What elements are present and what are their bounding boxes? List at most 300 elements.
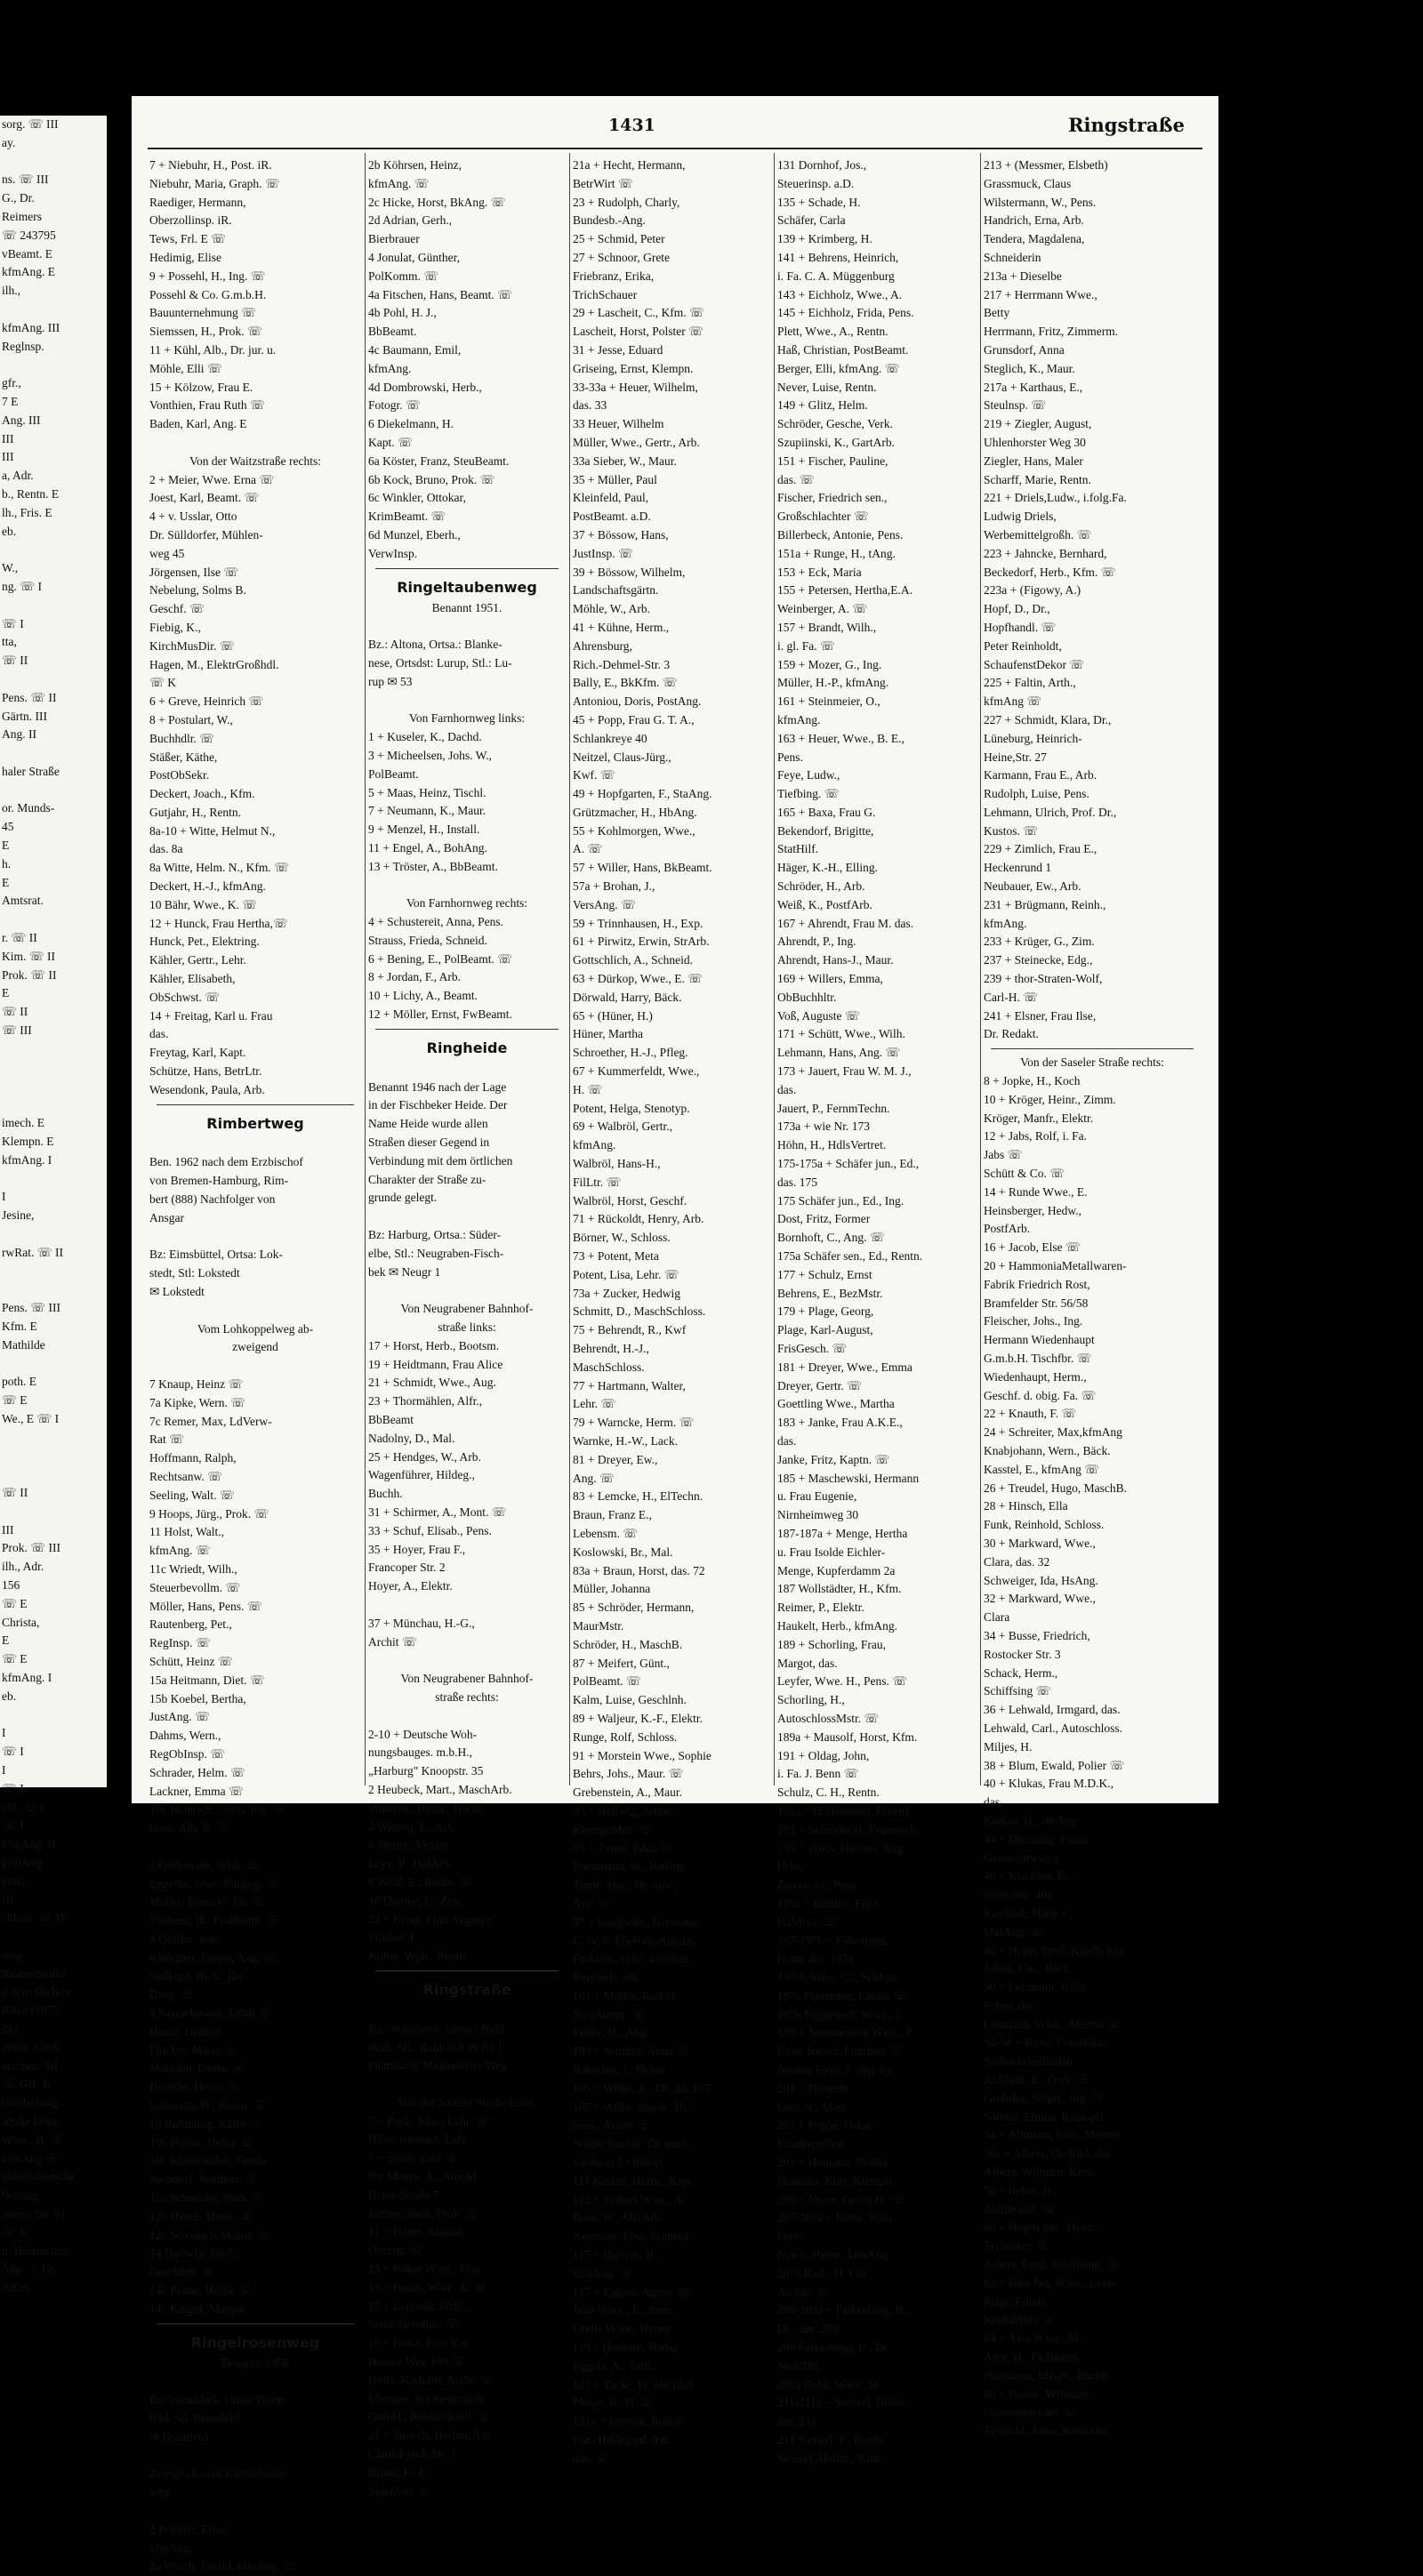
directory-entry: 169 + Willers, Emma, [777,972,883,986]
directory-entry: 183 + Janke, Frau A.K.E., [777,1416,903,1430]
directory-entry: elbe, Stl.: Neugraben-Fisch- [368,1246,504,1260]
column-3 [573,156,770,2465]
directory-entry [149,1302,361,1320]
directory-entry: 7 + Niebuhr, H., Post. iR. [149,158,272,172]
left-page-line: chloss. ☏ IV [2,1911,69,1925]
left-page-line: kfmAng. III [2,320,60,334]
directory-entry: 2-10 + Deutsche Woh- [368,1727,478,1741]
left-page-line [0,153,107,172]
left-page-line: kfmAng ☏ [2,2151,60,2165]
directory-entry: 2 + Meier, Wwe. Erna ☏ [149,472,275,486]
directory-entry: Großschlachter ☏ [777,510,869,524]
directory-entry: Schmitt, D., MaschSchloss. [573,1304,706,1319]
directory-entry: Leye, P., HafArb. [368,1857,453,1871]
directory-entry: Zweigt ab vom Kletterrosen- [149,2467,289,2481]
left-page-line: Raabe-Straße [2,1966,67,1980]
directory-entry: Fotogr. ☏ [368,398,421,413]
directory-entry: Francoper Str. 2 [368,1561,446,1575]
directory-entry: 52-54 + Biebl, Franziska, [984,2035,1106,2050]
directory-entry: Kasstel, E., kfmAng ☏ [984,1462,1100,1476]
directory-entry: Bruns, K.-E., [368,2465,432,2479]
directory-entry: 175a Schäfer sen., Ed., Rentn. [777,1249,923,1264]
directory-entry: Dr., das. 209 [777,2322,839,2336]
street-heading: Ringheide [426,1039,508,1056]
directory-entry: 161 + Steinmeier, O., [777,694,880,709]
directory-entry: SteuAmtm. ☏ [573,2007,647,2021]
page-title: Ringstraße [1068,114,1185,136]
directory-entry: 25 + Hendges, W., Arb. [368,1449,481,1464]
directory-entry: Ahrensburg, [573,638,632,653]
directory-entry: Heise-Straße 7 [368,2187,439,2202]
directory-entry: BetrWirt ☏ [573,176,633,190]
directory-entry: Benannt 1958 [221,2355,289,2370]
directory-entry: Deckert, H.-J., kfmAng. [149,879,266,894]
directory-entry: 209 Falkenberg, B., Dr., [777,2340,894,2355]
directory-entry: 63 + Dürkop, Wwe., E. ☏ [573,972,703,986]
directory-entry: 2 Petereit, Ernst, [149,2522,229,2536]
directory-entry: 56 + Reher, H., [984,2183,1057,2197]
directory-entry: 10 Rühmling, Käthe ☏ [149,2116,266,2131]
directory-entry [368,876,566,895]
directory-entry: Wiedenhaupt, Herm., [984,1369,1087,1384]
directory-entry: Herrmann, Fritz, Zimmerm. [984,325,1119,339]
directory-entry: 41 + Kühne, Herm., [573,620,670,634]
directory-entry: 115 + Drewes, R., [573,2248,660,2262]
directory-entry: Schiffsing ☏ [984,1684,1051,1698]
directory-entry: 4 Wittern, E., Arb. [368,1819,457,1834]
directory-entry: Schröder, Gesche, Verk. [777,417,894,431]
directory-entry: 2 Heubeck, Mart., MaschArb. [368,1782,512,1796]
directory-entry: 209-209a + Falkenberg, B., [777,2303,910,2317]
directory-entry: 193 + Schröder,H.,Feinmech. [777,1822,920,1836]
directory-entry: 12 + Möller, Ernst, FwBeamt. [368,1007,512,1022]
directory-entry: Lehr. ☏ [573,1397,616,1411]
left-page-line: Kim. ☏ II [2,949,55,963]
directory-entry: 48 + Hopp, Emil, KupfSchm. [984,1943,1126,1957]
directory-entry: Hths. [777,1859,803,1874]
left-page-line: Johs., i. Fa. [2,2262,57,2276]
directory-entry [149,1357,361,1376]
left-page-line [0,1429,107,1448]
directory-entry: kfmAng. ☏ [368,176,430,190]
directory-entry: Boos, W., MetArb. [573,2211,664,2225]
directory-entry: 21a + Hecht, Hermann, [573,158,686,172]
directory-entry: Haukelt, Herb., kfmAng. [777,1618,897,1633]
directory-entry: Wilde, Rudolf, Dr. med., [573,2137,692,2151]
left-page-line: b., Rentn. E [2,486,60,501]
directory-entry: 14 + Freitag, Karl u. Frau [149,1008,273,1023]
directory-entry: Müller, Johanna [573,1582,651,1596]
directory-entry: Neindorf, Waldem. ☏ [149,2172,260,2187]
directory-entry: med., Ärztin ☏ [573,2118,652,2132]
directory-entry: 14c Krügel, Margot [149,2301,245,2315]
directory-entry: Erben, das. [984,1998,1038,2012]
left-page-line [0,670,107,689]
directory-entry: 12c Schadach, Walter ☏ [149,2227,271,2242]
directory-entry: Pospiech, Ida [573,1970,638,1985]
directory-entry: 59 + Trinnhausen, H., Exp. [573,916,703,930]
directory-entry: 197a Fehrmann, Emma ☏ [777,1988,908,2002]
directory-entry: 223 + Jahncke, Bernhard, [984,546,1107,560]
directory-entry: Übersee- & Orienttabak, [368,2391,487,2405]
directory-entry: Tensfeld, Anna, Kontorist. [984,2424,1111,2438]
directory-entry: Steglich, K., Maur. [984,361,1075,375]
left-page-line [0,356,107,374]
directory-entry: rup ✉ 53 [368,674,413,688]
left-page-line: eb. [2,1689,17,1703]
left-page-line: I [2,1726,6,1740]
directory-entry: Jahn Wwe., E., Pens. [573,2303,674,2317]
left-page-line [0,1928,107,1946]
directory-entry: das. ☏ [777,472,815,486]
directory-entry: Von der Waitzstraße rechts: [189,453,321,468]
directory-entry: Kwf. ☏ [573,768,615,782]
directory-entry: u. Frau Eugenie, [777,1489,857,1504]
directory-entry: 6 Diekelmann, H. [368,417,454,431]
directory-entry: Von Farnhornweg rechts: [406,896,528,911]
directory-entry: das. [149,1027,169,1041]
directory-entry: kfmAng. [368,361,412,375]
directory-entry: Warnke, H.-W., Lack. [573,1433,678,1448]
directory-entry: 4a Fitschen, Hans, Beamt. ☏ [368,287,512,301]
directory-entry: i. Fa. J. Benn ☏ [777,1767,859,1781]
left-page-line: ☏ E [2,2225,28,2239]
directory-entry: Bz.: Wandsbek, Ortsa.: Rahl- [368,2021,509,2035]
directory-entry [368,1707,566,1726]
left-page-line [0,1225,107,1244]
directory-entry: 239 + thor-Straten-Wolf, [984,972,1103,986]
directory-entry: Planskizze Meiendorfer Weg [368,2058,508,2073]
directory-entry: Tendera, Magdalena, [984,232,1085,246]
directory-entry: MaurMstr. [573,1618,624,1633]
left-page-line [0,1040,107,1059]
directory-entry: 2b Köhrsen, Heinz, [368,158,462,172]
column-divider [980,153,981,1786]
directory-entry: 21 + Schmidt, Wwe., Aug. [368,1376,496,1390]
directory-entry: 12b Hesch, Heinr. ☏ [149,2209,254,2223]
directory-entry: Potent, Lisa, Lehr. ☏ [573,1267,679,1281]
directory-entry: Never, Luise, Rentn. [777,380,877,394]
directory-entry: 31 + Jesse, Eduard [573,342,663,357]
directory-entry [149,2502,361,2521]
directory-entry: das. 175 [777,1175,817,1189]
directory-entry: 207a Raab, H. Chr., [777,2266,872,2280]
left-page-line: Reglnsp. [2,339,44,353]
directory-entry: Clara [984,1610,1010,1625]
left-page-line [0,1169,107,1188]
directory-entry: Krankenpfleg. [777,2137,847,2151]
directory-entry: MaschSchloss. [573,1360,645,1374]
directory-entry: Möhle, W., Arb. [573,602,651,616]
directory-entry: Steuerbevollm. ☏ [368,2317,460,2331]
directory-entry: Eggers, A., Sattl. [573,2358,655,2372]
directory-entry: 5 + Puck, Johs., Lehr. ☏ [368,2114,491,2128]
section-divider [375,568,559,569]
directory-entry: feld, Stl: Bramfeld [149,2411,239,2426]
directory-entry: 33 + Schuf, Elisab., Pens. [368,1523,492,1537]
directory-entry: Schütt & Co. ☏ [984,1167,1065,1181]
directory-entry: 201 + Poppe, Oskar, [777,2118,876,2132]
directory-entry: Otto, A., Maur. [777,2099,850,2114]
directory-entry: 19 + Heidtmann, Frau Alice [368,1357,503,1371]
directory-entry: Köller, Wilh., Rentn. [368,1949,469,1963]
left-page-line: ☏ III [2,1023,32,1038]
directory-entry: 11 + Peters, August, [368,2225,465,2239]
directory-entry: Funk, Reinhold, Schloss. [984,1518,1105,1532]
left-page-line: ay. [2,135,16,149]
directory-entry: Flucker, Maria ☏ [149,2042,238,2057]
directory-entry: 27 + Schnoor, Grete [573,250,671,264]
directory-entry: 8a Witte, Helm. N., Kfm. ☏ [149,861,290,875]
left-page-line: ☏ II [2,1485,28,1499]
section-divider [157,1104,354,1105]
directory-entry: StatHilf. [777,842,819,856]
directory-entry: Menge, Kupferdamm 2a [777,1563,896,1577]
directory-entry: Rautenberg, Pet., [149,1617,232,1632]
street-heading: Ringeltaubenweg [397,578,537,596]
directory-entry: Janke, Fritz, Kaptn. ☏ [777,1452,890,1466]
directory-entry: 185 + Maschewski, Hermann [777,1471,920,1485]
left-page-line: ☏ I [2,1818,24,1833]
directory-entry: Siemssen, H., Prok. ☏ [149,325,262,339]
directory-entry: 25 + Schmid, Peter [573,232,665,246]
directory-entry: 69 + Walbröl, Gertr., [573,1119,673,1134]
directory-entry: Archit. ☏ [777,2284,830,2299]
left-page-line: Pens. ☏ II [2,690,57,704]
directory-entry: 6a Köster, Franz, SteuBeamt. [368,453,510,468]
directory-entry [368,1651,566,1670]
directory-entry: JustInsp. ☏ [573,546,633,560]
directory-entry: SasbachriedBaden [984,2054,1073,2068]
directory-entry: 211-211a + Stenzel, Helm., [777,2395,909,2410]
directory-entry: 83 + Lemcke, H., ElTechn. [573,1489,703,1504]
directory-entry: Heinsberger, Hedw., [984,1203,1082,1217]
page-number: 1431 [608,116,655,135]
directory-entry: Szupiinski, K., GartArb. [777,435,895,449]
directory-entry: Holtz, Karlotto, Archt. ☏ [368,2372,495,2387]
directory-entry: 49 + Hopfgarten, F., StaAng. [573,787,712,801]
directory-entry: FilLtr. ☏ [573,1175,622,1189]
directory-entry: Sierichstr. 40a [984,1888,1053,1902]
directory-entry: 73 + Potent, Meta [573,1249,659,1264]
left-page-line [0,1503,107,1521]
directory-entry: 12a Schneider, Rudi ☏ [149,2191,265,2205]
directory-entry: Behrens, E., BezMstr. [777,1286,883,1300]
directory-entry: Gottschlich, A., Schneid. [573,953,693,967]
left-page-line [0,1262,107,1280]
left-page-line [0,911,107,929]
directory-entry: Berger, Elli, kfmAng. ☏ [777,361,900,375]
directory-entry: 57 + Willer, Hans, BkBeamt. [573,861,712,875]
directory-entry: Hunck, Pet., Elektring. [149,935,260,949]
directory-entry: 1 + Kuseler, K., Dachd. [368,730,482,744]
directory-entry: Ahrendt, P., Ing. [777,935,856,949]
directory-entry: 207-207a + Horst, Wilh., [777,2211,898,2225]
directory-entry: Kleinfeld, Paul, [573,491,649,505]
directory-entry: 113 + Seibert Wwe., A. [573,2192,686,2206]
directory-entry: Von Farnhornweg links: [408,711,526,726]
directory-entry: Drog. ☏ [149,1987,196,2002]
directory-entry: Behrs, Johs., Maur. ☏ [573,1767,684,1781]
directory-entry: Schack, Herm., [984,1665,1058,1680]
left-page-line: itztler [2,2281,30,2295]
directory-entry: Schulz, C. H., Rentn. [777,1786,880,1800]
directory-entry: 71 + Rückoldt, Henry, Arb. [573,1212,704,1226]
left-page-line: E [2,839,10,853]
directory-entry: 2d Adrian, Gerh., [368,213,453,228]
directory-entry: Heuer, Gertrud [149,2024,222,2038]
directory-entry: 171 + Schütt, Wwe., Wilh. [777,1027,905,1041]
directory-entry: Grassmuck, Claus [984,176,1072,190]
directory-entry: Graveurmeister ☏ [984,2405,1077,2420]
directory-entry: Jabs ☏ [984,1148,1023,1162]
directory-entry: Bierbrauer [368,232,420,246]
directory-entry: Seilkopf, Rich., jun., [149,1969,250,1983]
left-page-line: aD. ☏ I [2,1800,44,1814]
directory-entry: Braun, Franz E., [573,1508,652,1522]
left-page-line: ☏ II [2,1005,28,1019]
directory-entry: Stenzel, Hellm., Kfm. [777,2451,883,2465]
directory-entry: 21 + Jänisch, Hertha, Adr. [368,2428,494,2443]
directory-entry: 73a + Zucker, Hedwig [573,1286,681,1300]
left-page-line: I [2,1762,6,1777]
directory-entry: Rich.-Dehmel-Str. 3 [573,657,671,671]
directory-entry: 145 + Eichholz, Frida, Pens. [777,306,914,320]
left-page-line: ☏ E [2,1392,28,1407]
directory-entry: 4 + Schustereit, Anna, Pens. [368,915,503,929]
directory-entry: 33 Heuer, Wilhelm [573,417,664,431]
directory-entry: Landschaftsgärtn. [573,583,659,598]
directory-entry: 213a + Dieselbe [984,269,1062,283]
directory-entry: Niebuhr, Maria, Graph. ☏ [149,176,280,190]
directory-entry: Fiebig, K., [149,620,201,634]
directory-entry: Nirnheimweg 30 [777,1508,859,1522]
directory-entry: Ruge, Friedr., [984,2294,1050,2308]
left-page-line [0,1447,107,1465]
directory-entry: Herrche, Heino ☏ [149,2080,242,2094]
directory-entry: 57a + Brohan, J., [573,879,655,894]
left-page-line: arschen, Stl.: [2,2058,65,2073]
directory-entry: das. [984,1795,1003,1810]
directory-entry: 4d Dombrowski, Herb., [368,380,482,394]
left-page-line: Ang. II [2,727,36,742]
directory-entry: Oberstr. 62 [368,2243,422,2258]
directory-entry: das. 33 [573,398,607,413]
directory-entry: TrichSchauer [573,287,638,301]
left-page-line [0,782,107,800]
directory-entry: 241 + Elsner, Frau Ilse, [984,1008,1097,1023]
directory-entry: 64 + Alex Wwe., M. [984,2331,1082,2346]
left-page-line: Mathilde [2,1337,45,1352]
directory-entry: das. [777,1082,797,1096]
directory-entry: Seeling, Walt. ☏ [149,1488,235,1502]
left-page-line: ns. ☏ III [2,173,49,187]
directory-entry: 89 + Waljeur, K.-F., Elektr. [573,1711,703,1725]
directory-entry: 22 + Knauth, F. ☏ [984,1407,1077,1421]
directory-entry: HzMont. ☏ [777,1914,839,1929]
directory-entry: 8a-10 + Witte, Helmut N., [149,823,276,838]
directory-entry [149,2372,361,2391]
left-page-line: sorg. ☏ III [2,117,59,131]
directory-entry: 66 + Rohde, Wilhelm, [984,2387,1090,2401]
directory-entry: Kröger, Manfr., Elektr. [984,1111,1094,1125]
directory-entry: 10 Damke, E., Zim. [368,1893,463,1907]
directory-entry: kfmAng. ☏ [149,1544,211,1558]
directory-entry: 75 + Behrendt, R., Kwf [573,1323,687,1337]
directory-entry: Oberzollinsp. iR. [149,213,232,228]
street-heading: Ringstraße [422,1980,511,1998]
directory-entry [368,2002,566,2020]
directory-entry: GmbH., Rohtabakhdl. ☏ [368,2410,493,2424]
directory-entry: 2a Wiech, Ewald, kfmAng. ☏ [149,2559,299,2573]
directory-entry: Friebranz, Erika, [573,269,655,283]
directory-entry: 37 + Bössow, Hans, [573,527,669,542]
left-page-line: 45 [2,820,14,834]
directory-entry: 77 + Hartmann, Walter, [573,1378,686,1392]
directory-entry: 159 + Mozer, G., Ing. [777,657,882,671]
directory-entry: Tews, Frl. E ☏ [149,232,227,246]
directory-entry: Clara, das. 32 [984,1554,1050,1569]
left-page-line: tta, [2,635,17,649]
directory-entry: Syndikus ☏ [368,2484,431,2498]
directory-entry: 65 + (Hüner, H.) [573,1008,653,1023]
directory-entry: Joest, Karl, Beamt. ☏ [149,491,260,505]
directory-entry: Frau Hildegard, Adr. [573,2433,672,2447]
directory-entry: 8 + Jordan, F., Arb. [368,970,462,984]
directory-entry: 225 + Faltin, Arth., [984,676,1076,690]
directory-entry: kfmAng. [573,1138,616,1152]
left-page-line: Amtsrat. [2,894,44,908]
left-page-line: r. ☏ II [2,931,37,945]
directory-entry [368,1596,566,1615]
directory-entry: Facharzt f. Orthop. [573,2155,664,2170]
directory-entry: 31 + Schirmer, A., Mont. ☏ [368,1505,507,1519]
directory-entry: Heine,Str. 27 [984,750,1047,764]
directory-entry: Zumm, G., Pens. [777,1878,859,1892]
directory-entry: Bornhoft, C., Ang. ☏ [777,1231,885,1245]
directory-entry: Laumann, H., Rentn. ☏ [149,2099,269,2113]
directory-entry: Bundesb.-Ang. [573,213,646,228]
directory-entry: 46 + Kischkat, Fr., [984,1869,1073,1883]
directory-entry: 9 + Menzel, H., Install. [368,823,480,837]
directory-entry: 62 + Böttcher, Wwe., Luise [984,2275,1116,2290]
directory-entry: Charakter der Straße zu- [368,1172,486,1186]
directory-entry: 14 + Runde Wwe., E. [984,1184,1088,1199]
left-page-line: ilh., Adr. [2,1560,44,1574]
directory-entry [368,2075,566,2094]
directory-entry: 187-187a + Menge, Hertha [777,1526,908,1540]
directory-entry: Antoniou, Doris, PostAng. [573,694,702,709]
directory-entry: 8 + Postulart, W., [149,712,233,726]
directory-entry: JustAng. ☏ [149,1710,210,1724]
directory-entry: 165 + Baxa, Frau G. [777,805,876,819]
directory-entry: 28 + Hinsch, Ella [984,1499,1068,1513]
directory-entry: Ang. ☏ [573,1471,615,1485]
directory-entry: Dörwald, Harry, Bäck. [573,990,682,1004]
directory-entry: 6b Kock, Bruno, Prok. ☏ [368,472,495,486]
directory-entry: Heckenrund 1 [984,861,1052,875]
directory-entry: weg [149,2485,170,2500]
directory-entry: 2 Godemann, Wilh. ☏ [149,1858,261,1872]
directory-entry: 32 + Krotz, Frau Auguste, [368,1912,494,1926]
left-page-line: Kfm. E [2,1319,37,1333]
directory-entry: Schütze, Hans, BetrLtr. [149,1064,262,1079]
left-page-line: ahnöfsdeutsche [2,2170,76,2184]
left-page-line: rtsdst: Groß- [2,2040,63,2054]
directory-entry: 4 Jonulat, Günther, [368,250,460,264]
directory-entry: Kähler, Gertr., Lehr. [149,953,246,967]
directory-entry: 56a + Albers, Gertrud, das. [984,2147,1113,2161]
